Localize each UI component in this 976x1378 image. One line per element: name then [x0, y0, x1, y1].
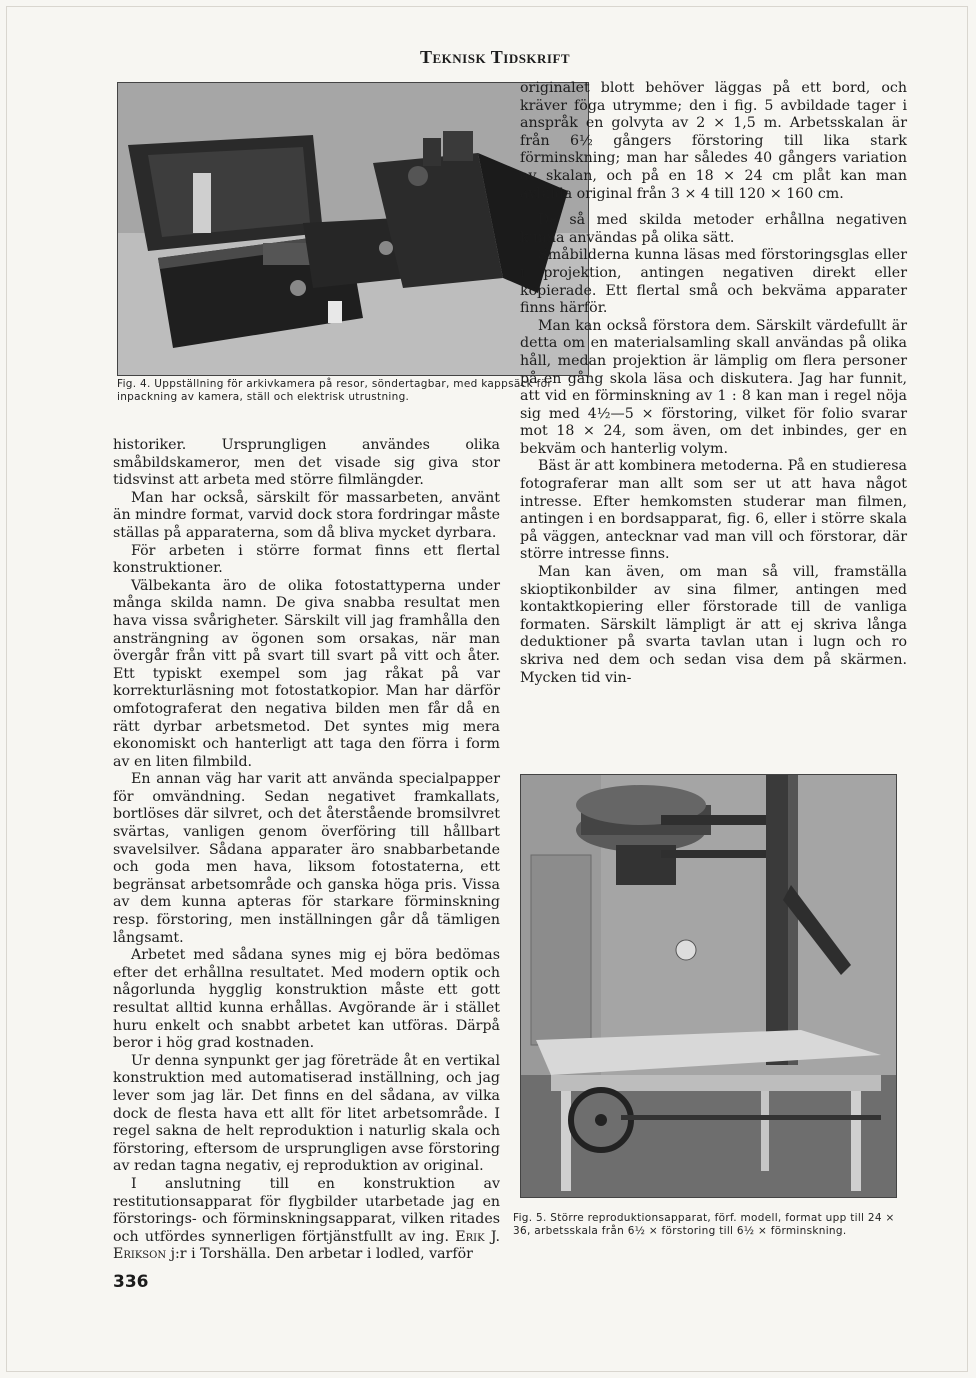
paragraph: Ur denna synpunkt ger jag företräde åt en vertikal konstruktion med automatiserad inställning, och jag lever som jag lär. Det finns en del sådana, av vilka dock de flesta hava ett allt för litet arbetsområde. I regel sakna de helt reproduktion i naturlig skala och förstoring, eftersom de ursprungligen avse förstoring av redan tagna negativ, ej reproduktion av original. [113, 1052, 500, 1175]
figure-4-illustration [118, 83, 588, 375]
figure-4-label: Fig. 4. [117, 378, 151, 390]
figure-5-photo [520, 774, 897, 1198]
paragraph-last [113, 1176, 500, 1264]
paragraph-text: j:r i Torshälla. Den arbetar i lodled, varför [170, 1246, 473, 1263]
left-column [113, 437, 500, 1264]
paragraph: Man kan också förstora dem. Särskilt värdefullt är detta om en materialsamling skall användas på olika håll, medan projektion är lämplig om flera personer på en gång skola läsa och diskutera. Jag har funnit, att vid en förminskning av 1 : 8 kan man i regel nöja sig med 4½—5 × förstoring, vilket för folio svarar mot 18 × 24, som även, om det inbindes, ger en bekväm och hanterlig volym. [520, 317, 907, 457]
paragraph: Man har också, särskilt för massarbeten, använt än mindre format, varvid dock stora fordringar måste ställas på apparaterna, som då bliva mycket dyrbara. [113, 489, 500, 541]
paragraph: Arbetet med sådana synes mig ej böra bedömas efter det erhållna resultatet. Med modern optik och någorlunda hygglig konstruktion måste ett gott resultat alltid kunna erhållas. Avgörande är i stället huru enkelt och snabbt arbetet kan utföras. Därpå beror i hög grad kostnaden. [113, 947, 500, 1052]
paragraph: För arbeten i större format finns ett flertal konstruktioner. [113, 542, 500, 577]
figure-5-illustration [521, 775, 896, 1197]
figure-5-caption-text: Större reproduktionsapparat, förf. modell, format upp till 24 × 36, arbetsskala från 6½ × förstoring till 6½ × förminskning. [513, 1212, 895, 1237]
journal-title: Teknisk Tidskrift [420, 47, 571, 67]
figure-4-caption-text: Uppställning för arkivkamera på resor, söndertagbar, med kappsäck för inpackning av kamera, ställ och elektrisk utrustning. [117, 378, 552, 403]
figure-5-caption [513, 1212, 905, 1238]
paragraph: Småbilderna kunna läsas med förstoringsglas eller i projektion, antingen negativen direkt eller kopierade. Ett flertal små och bekväma apparater finns härför. [520, 247, 907, 317]
figure-4-photo [117, 82, 589, 376]
paragraph: Välbekanta äro de olika fotostattyperna under många skilda namn. De giva snabba resultat men hava vissa svårigheter. Särskilt vill jag framhålla den ansträngning av ögonen som orsakas, när man övergår från vitt på svart till svart på vitt och åter. Ett typiskt exempel som jag råkat på var korrekturläsning mot fotostatkopior. Man har därför omfotograferat den negativa bilden men får då en rätt dyrbar arbetsmetod. Det syntes mig mera ekonomiskt och hanterligt att taga den förra i form av en liten filmbild. [113, 577, 500, 770]
figure-5-label: Fig. 5. [513, 1212, 547, 1224]
paragraph: De så med skilda metoder erhållna negativen kunna användas på olika sätt. [520, 212, 907, 246]
engineer-name: Erik J. Erikson [113, 1228, 500, 1263]
paragraph: En annan väg har varit att använda specialpapper för omvändning. Sedan negativet framkallats, bortlöses där silvret, och det återstående bromsilvret svärtas, vanligen genom överföring till hållbart svavelsilver. Sådana apparater äro snabbarbetande och goda men hava, liksom fotostaterna, ett begränsat arbetsområde och ganska höga pris. Vissa av dem kunna apteras för starkare förminskning resp. förstoring, men inställningen går då tämligen långsamt. [113, 771, 500, 946]
right-column [520, 80, 907, 687]
paragraph: historiker. Ursprungligen användes olika småbildskameror, men det visade sig giva stor tidsvinst att arbeta med större filmlängder. [113, 437, 500, 489]
paragraph: Man kan även, om man så vill, framställa skioptikonbilder av sina filmer, antingen med kontaktkopiering eller förstorade till de vanliga formaten. Särskilt lämpligt är att ej skriva långa deduktioner på svarta tavlan utan i lugn och ro skriva ned dem och sedan visa dem på skärmen. Mycken tid vin- [520, 564, 907, 686]
paragraph: originalet blott behöver läggas på ett bord, och kräver föga utrymme; den i fig. 5 avbildade tager i anspråk en golvyta av 2 × 1,5 m. Arbetsskalan är från 6½ gångers förstoring till lika stark förminskning; man har således 40 gångers variation av skalan, och på en 18 × 24 cm plåt kan man avbilda original från 3 × 4 till 120 × 160 cm. [520, 80, 907, 202]
page-number: 336 [113, 1272, 149, 1292]
paragraph: Bäst är att kombinera metoderna. På en studieresa fotograferar man allt som ser ut att hava något intresse. Efter hemkomsten studerar man filmen, antingen i en bordsapparat, fig. 6, eller i större skala på väggen, antecknar vad man vill och förstorar, där större intresse finns. [520, 458, 907, 563]
paragraph-text: I anslutning till en konstruktion av restitutionsapparat för flygbilder utarbetade jag en förstorings- och förminskningsapparat, vilken ritades och utfördes synnerligen förtjänstfullt av ing. [113, 1175, 500, 1245]
